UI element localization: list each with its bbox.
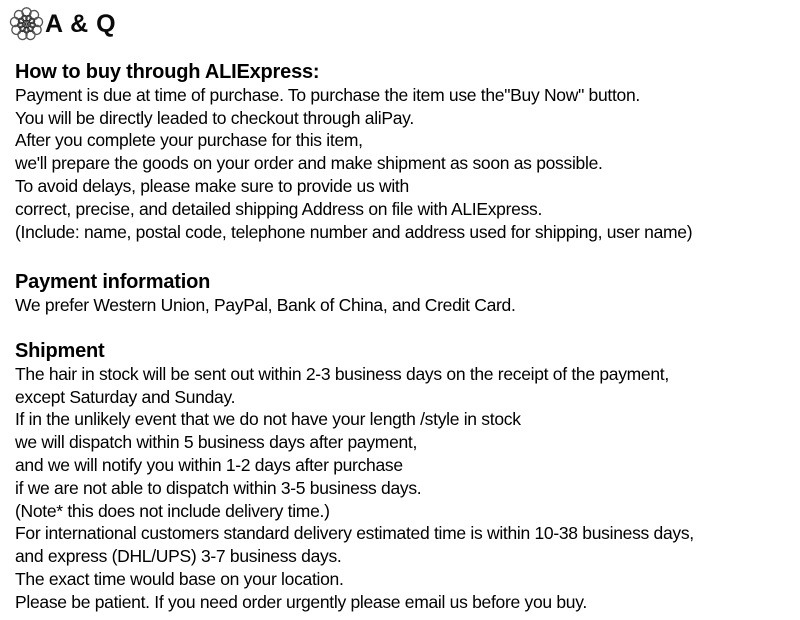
rosette-flower-icon — [9, 5, 44, 43]
text-line: You will be directly leaded to checkout through aliPay. — [15, 107, 414, 128]
text-line: We prefer Western Union, PayPal, Bank of China, and Credit Card. — [15, 295, 516, 316]
section-how-to-buy — [15, 61, 800, 243]
text-line: If in the unlikely event that we do not have your length /style in stock — [15, 409, 521, 430]
text-line: (Include: name, postal code, telephone number and address used for shipping, user name) — [15, 221, 693, 242]
text-line: To avoid delays, please make sure to provide us with — [15, 175, 409, 196]
text-line: After you complete your purchase for this item, — [15, 130, 363, 151]
text-line: and express (DHL/UPS) 3-7 business days. — [15, 546, 342, 567]
section-heading: Payment information — [15, 271, 211, 294]
text-line: The hair in stock will be sent out within 2-3 business days on the receipt of the payment, — [15, 363, 669, 384]
text-line: (Note* this does not include delivery time.) — [15, 500, 330, 521]
page-header — [0, 0, 800, 42]
text-line: and we will notify you within 1-2 days after purchase — [15, 454, 403, 475]
text-line: Please be patient. If you need order urgently please email us before you buy. — [15, 591, 587, 612]
text-line: Payment is due at time of purchase. To purchase the item use the"Buy Now" button. — [15, 84, 640, 105]
section-heading: How to buy through ALIExpress: — [15, 61, 320, 83]
text-line: we'll prepare the goods on your order and make shipment as soon as possible. — [15, 153, 603, 174]
section-payment-information — [15, 271, 800, 317]
text-line: For international customers standard delivery estimated time is within 10-38 business days, — [15, 523, 694, 544]
text-line: we will dispatch within 5 business days after payment, — [15, 432, 418, 453]
text-line: except Saturday and Sunday. — [15, 386, 236, 407]
section-shipment — [15, 340, 800, 614]
page-title: A & Q — [45, 9, 117, 38]
text-line: correct, precise, and detailed shipping Address on file with ALIExpress. — [15, 198, 543, 219]
section-heading: Shipment — [15, 339, 105, 362]
text-line: if we are not able to dispatch within 3-5 business days. — [15, 477, 422, 498]
page-content — [0, 61, 800, 614]
text-line: The exact time would base on your location. — [15, 568, 344, 589]
